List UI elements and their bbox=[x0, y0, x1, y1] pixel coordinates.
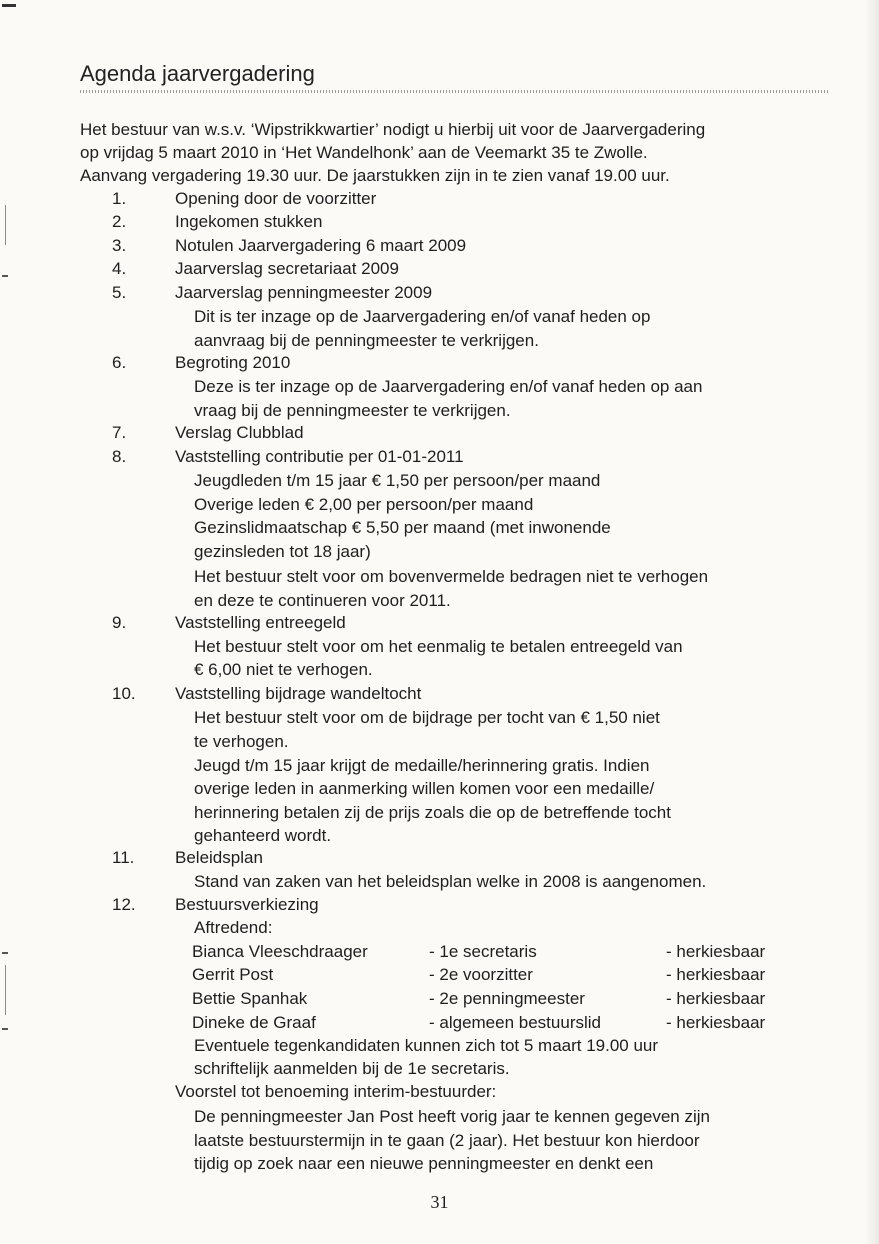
board-member-status: - herkiesbaar bbox=[666, 989, 766, 1008]
agenda-item-label: Bestuursverkiezing bbox=[175, 895, 319, 914]
agenda-item-detail: Stand van zaken van het beleidsplan welke in 2008 is aangenomen. bbox=[194, 872, 707, 891]
board-member-role: - 1e secretaris bbox=[429, 942, 537, 961]
agenda-item-number: 10. bbox=[112, 684, 136, 703]
agenda-item-detail: gezinsleden tot 18 jaar) bbox=[194, 542, 371, 561]
agenda-item-number: 1. bbox=[112, 189, 127, 208]
agenda-item-label: Notulen Jaarvergadering 6 maart 2009 bbox=[175, 236, 467, 255]
board-member-role: - 2e penningmeester bbox=[429, 989, 585, 1008]
agenda-item-detail: en deze te continueren voor 2011. bbox=[194, 591, 451, 610]
agenda-item-detail: Jeugd t/m 15 jaar krijgt de medaille/herinnering gratis. Indien bbox=[194, 756, 650, 775]
agenda-item-detail: Overige leden € 2,00 per persoon/per maand bbox=[194, 495, 534, 514]
agenda-item-detail: herinnering betalen zij de prijs zoals die op de betreffende tocht bbox=[194, 803, 671, 822]
page-title: Agenda jaarvergadering bbox=[80, 61, 315, 86]
candidates-note: schriftelijk aanmelden bij de 1e secretaris. bbox=[194, 1059, 510, 1078]
invitation-paragraph bbox=[80, 118, 840, 187]
agenda-item-label: Verslag Clubblad bbox=[175, 423, 304, 442]
agenda-item-detail: Jeugdleden t/m 15 jaar € 1,50 per persoon/per maand bbox=[194, 471, 601, 490]
agenda-item-detail: overige leden in aanmerking willen komen voor een medaille/ bbox=[194, 779, 655, 798]
interim-paragraph-line: De penningmeester Jan Post heeft vorig jaar te kennen gegeven zijn bbox=[194, 1107, 710, 1126]
agenda-item-label: Jaarverslag secretariaat 2009 bbox=[175, 259, 399, 278]
agenda-item-detail: Het bestuur stelt voor om de bijdrage per tocht van € 1,50 niet bbox=[194, 708, 660, 727]
agenda-item-number: 7. bbox=[112, 423, 127, 442]
intro-line: Aanvang vergadering 19.30 uur. De jaarstukken zijn in te zien vanaf 19.00 uur. bbox=[80, 166, 670, 185]
agenda-item-number: 4. bbox=[112, 259, 127, 278]
agenda-item-detail: € 6,00 niet te verhogen. bbox=[194, 660, 373, 679]
page-number: 31 bbox=[430, 1192, 449, 1212]
agenda-item-detail: Deze is ter inzage op de Jaarvergadering en/of vanaf heden op aan bbox=[194, 377, 703, 396]
agenda-item-label: Vaststelling bijdrage wandeltocht bbox=[175, 684, 422, 703]
agenda-item-number: 6. bbox=[112, 353, 127, 372]
agenda-item-label: Begroting 2010 bbox=[175, 353, 291, 372]
agenda-item-label: Jaarverslag penningmeester 2009 bbox=[175, 283, 433, 302]
page-edge-shadow bbox=[865, 0, 879, 1244]
title-underline bbox=[80, 90, 828, 93]
intro-line: op vrijdag 5 maart 2010 in ‘Het Wandelhonk’ aan de Veemarkt 35 te Zwolle. bbox=[80, 143, 648, 162]
agenda-item-detail: te verhogen. bbox=[194, 732, 289, 751]
board-member-name: Gerrit Post bbox=[192, 965, 274, 984]
agenda-item-number: 2. bbox=[112, 212, 127, 231]
agenda-item-detail: aanvraag bij de penningmeester te verkrijgen. bbox=[194, 331, 539, 350]
agenda-item-number: 11. bbox=[112, 848, 135, 867]
agenda-item-detail: Dit is ter inzage op de Jaarvergadering en/of vanaf heden op bbox=[194, 307, 651, 326]
board-member-status: - herkiesbaar bbox=[666, 965, 766, 984]
board-member-status: - herkiesbaar bbox=[666, 942, 766, 961]
agenda-item-detail: Gezinslidmaatschap € 5,50 per maand (met inwonende bbox=[194, 518, 611, 537]
board-member-status: - herkiesbaar bbox=[666, 1013, 766, 1032]
agenda-item-label: Beleidsplan bbox=[175, 848, 263, 867]
agenda-item-number: 8. bbox=[112, 447, 127, 466]
retiring-heading: Aftredend: bbox=[194, 918, 273, 937]
interim-heading: Voorstel tot benoeming interim-bestuurder: bbox=[175, 1082, 497, 1101]
interim-paragraph-line: tijdig op zoek naar een nieuwe penningmeester en denkt een bbox=[194, 1154, 654, 1173]
intro-line: Het bestuur van w.s.v. ‘Wipstrikkwartier’ nodigt u hierbij uit voor de Jaarvergadering bbox=[80, 120, 706, 139]
agenda-item-number: 12. bbox=[112, 895, 136, 914]
agenda-item-detail: Het bestuur stelt voor om bovenvermelde bedragen niet te verhogen bbox=[194, 567, 709, 586]
board-member-name: Bianca Vleeschdraager bbox=[192, 942, 368, 961]
candidates-note: Eventuele tegenkandidaten kunnen zich tot 5 maart 19.00 uur bbox=[194, 1036, 659, 1055]
agenda-item-label: Vaststelling contributie per 01-01-2011 bbox=[175, 447, 464, 466]
agenda-item-number: 5. bbox=[112, 283, 127, 302]
agenda-item-detail: gehanteerd wordt. bbox=[194, 826, 332, 845]
agenda-item-label: Opening door de voorzitter bbox=[175, 189, 377, 208]
interim-paragraph-line: laatste bestuurstermijn in te gaan (2 jaar). Het bestuur kon hierdoor bbox=[194, 1131, 700, 1150]
agenda-item-detail: Het bestuur stelt voor om het eenmalig te betalen entreegeld van bbox=[194, 637, 683, 656]
binding-marks bbox=[0, 0, 12, 1244]
agenda-item-number: 9. bbox=[112, 613, 127, 632]
board-member-role: - 2e voorzitter bbox=[429, 965, 533, 984]
board-member-name: Dineke de Graaf bbox=[192, 1013, 316, 1032]
agenda-item-label: Ingekomen stukken bbox=[175, 212, 323, 231]
agenda-item-detail: vraag bij de penningmeester te verkrijgen. bbox=[194, 401, 511, 420]
board-member-name: Bettie Spanhak bbox=[192, 989, 308, 1008]
board-member-role: - algemeen bestuurslid bbox=[429, 1013, 601, 1032]
agenda-item-number: 3. bbox=[112, 236, 127, 255]
agenda-item-label: Vaststelling entreegeld bbox=[175, 613, 346, 632]
